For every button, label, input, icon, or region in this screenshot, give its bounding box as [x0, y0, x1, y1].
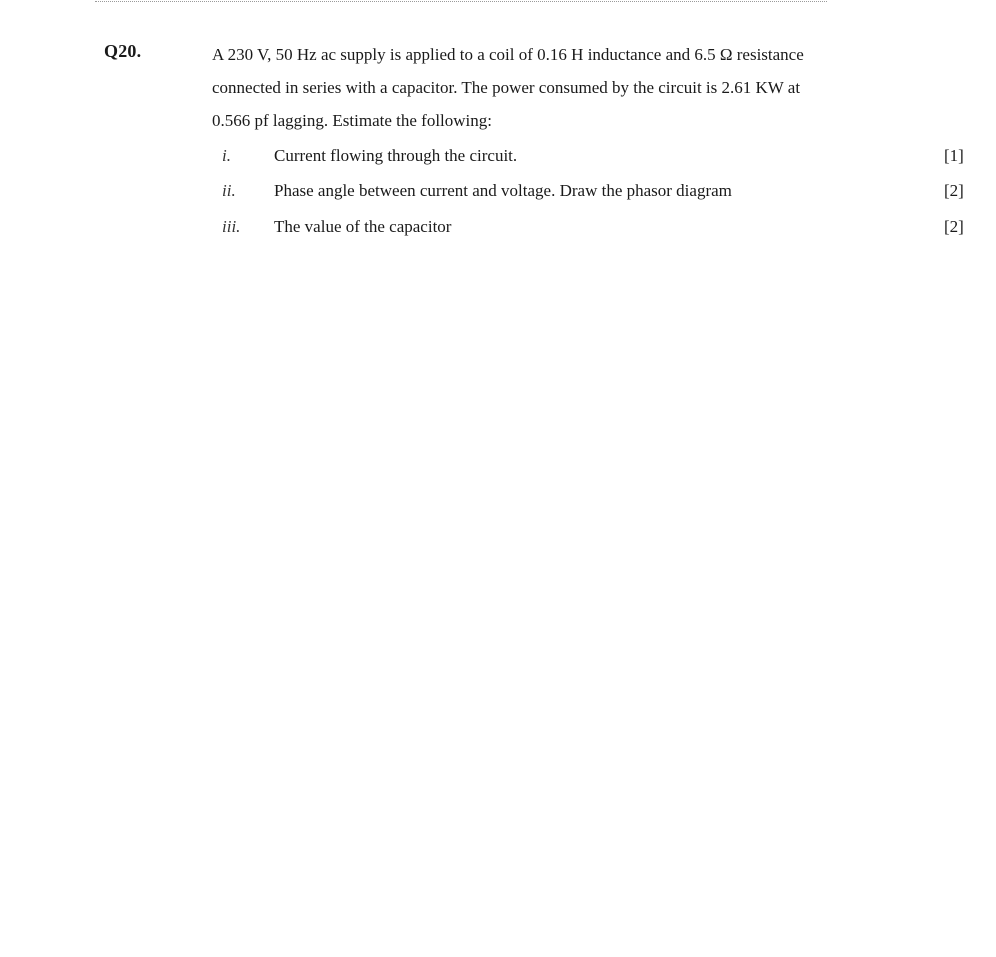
sub-question-ii [0, 181, 996, 211]
sub-question-text: Current flowing through the circuit. [274, 146, 518, 165]
sub-question-text: Phase angle between current and voltage. Draw the phasor diagram [274, 181, 732, 200]
marks-label: [1] [944, 146, 964, 165]
marks-label: [2] [944, 181, 964, 200]
stem-line: A 230 V, 50 Hz ac supply is applied to a coil of 0.16 H inductance and 6.5 Ω resistance [212, 45, 804, 64]
sub-question-numeral: iii. [222, 217, 241, 236]
sub-question-numeral: ii. [222, 181, 236, 200]
marks-label: [2] [944, 217, 964, 236]
sub-question-numeral: i. [222, 146, 231, 165]
sub-question-iii [0, 217, 996, 247]
sub-question-i [0, 146, 996, 176]
top-divider [95, 1, 827, 2]
stem-line: 0.566 pf lagging. Estimate the following: [212, 111, 492, 130]
sub-question-text: The value of the capacitor [274, 217, 452, 236]
question-stem [212, 38, 942, 137]
question-number: Q20. [104, 41, 142, 61]
stem-line: connected in series with a capacitor. The power consumed by the circuit is 2.61 KW at [212, 78, 801, 97]
